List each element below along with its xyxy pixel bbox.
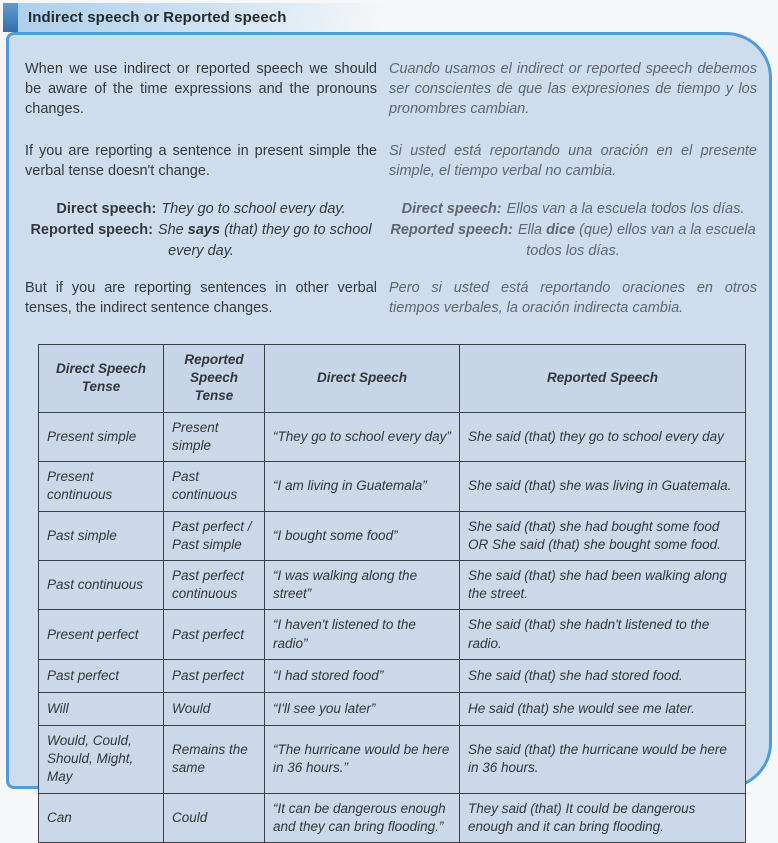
cell-reported-example: She said (that) she had bought some food OR She said (that) she bought some food.	[460, 511, 746, 560]
paragraph-2-spanish: Si usted está reportando una oración en el presente simple, el tiempo verbal no cambia.	[389, 143, 757, 179]
cell-reported-example: She said (that) she had stored food.	[460, 659, 746, 692]
emphasized-verb: dice	[546, 222, 576, 239]
cell-reported-tense: Present simple	[164, 412, 265, 461]
reported-speech-text: She says (that) they go to school every day.	[157, 222, 372, 260]
paragraph-2-english: If you are reporting a sentence in present simple the verbal tense doesn't change.	[25, 143, 377, 179]
cell-direct-example: “It can be dangerous enough and they can bring flooding.”	[265, 793, 460, 842]
tense-comparison-table	[38, 344, 746, 843]
paragraph-1-spanish: Cuando usamos el indirect or reported speech debemos ser conscientes de que las expresiones de tiempo y los pronombres cambian.	[389, 61, 757, 117]
direct-speech-label: Direct speech:	[401, 201, 502, 217]
cell-direct-example: “I bought some food”	[265, 511, 460, 560]
header-reported-speech-tense: Reported Speech Tense	[164, 345, 265, 413]
cell-reported-tense: Remains the same	[164, 725, 265, 793]
cell-reported-tense: Past perfect continuous	[164, 561, 265, 610]
reported-speech-text: Ella dice (que) ellos van a la escuela todos los días.	[517, 222, 756, 260]
cell-reported-example: She said (that) she had been walking along the street.	[460, 561, 746, 610]
paragraph-3-english: But if you are reporting sentences in other verbal tenses, the indirect sentence changes.	[25, 280, 377, 317]
cell-tense: Present simple	[39, 412, 164, 461]
example-spanish-reported	[389, 220, 757, 262]
reported-speech-label: Reported speech:	[390, 222, 513, 239]
cell-reported-tense: Past perfect / Past simple	[164, 511, 265, 560]
table-row	[39, 462, 746, 511]
paragraph-row-1	[25, 59, 757, 119]
cell-reported-tense: Could	[164, 793, 265, 842]
paragraph-row-2	[25, 141, 757, 181]
table-row	[39, 561, 746, 610]
example-english-reported	[25, 220, 377, 262]
cell-tense: Would, Could, Should, Might, May	[39, 725, 164, 793]
cell-direct-example: “The hurricane would be here in 36 hours.”	[265, 725, 460, 793]
table-row	[39, 610, 746, 659]
cell-reported-tense: Would	[164, 692, 265, 725]
cell-reported-example: She said (that) they go to school every day	[460, 412, 746, 461]
page-title: Indirect speech or Reported speech	[28, 9, 287, 26]
cell-tense: Will	[39, 692, 164, 725]
paragraph-row-3	[25, 278, 757, 318]
header-direct-speech: Direct Speech	[265, 345, 460, 413]
example-english-direct	[25, 199, 377, 220]
cell-reported-example: He said (that) she would see me later.	[460, 692, 746, 725]
lesson-card	[6, 32, 772, 834]
cell-reported-tense: Past perfect	[164, 659, 265, 692]
table-row	[39, 412, 746, 461]
table-header-row	[39, 345, 746, 413]
cell-direct-example: “I haven't listened to the radio”	[265, 610, 460, 659]
cell-tense: Present continuous	[39, 462, 164, 511]
table-row	[39, 793, 746, 842]
cell-reported-tense: Past perfect	[164, 610, 265, 659]
direct-speech-label: Direct speech:	[56, 201, 157, 217]
example-row	[25, 199, 757, 262]
cell-direct-example: “I had stored food”	[265, 659, 460, 692]
example-spanish	[389, 199, 757, 262]
table-row	[39, 511, 746, 560]
cell-direct-example: “I'll see you later”	[265, 692, 460, 725]
cell-reported-example: She said (that) she hadn't listened to the radio.	[460, 610, 746, 659]
cell-tense: Present perfect	[39, 610, 164, 659]
cell-tense: Past perfect	[39, 659, 164, 692]
paragraph-3-spanish: Pero si usted está reportando oraciones en otros tiempos verbales, la oración indirecta cambia.	[389, 280, 757, 317]
paragraph-1-english: When we use indirect or reported speech we should be aware of the time expressions and the pronouns changes.	[25, 61, 377, 117]
table-row	[39, 692, 746, 725]
cell-tense: Can	[39, 793, 164, 842]
example-spanish-direct	[389, 199, 757, 220]
header-reported-speech: Reported Speech	[460, 345, 746, 413]
cell-reported-example: She said (that) she was living in Guatemala.	[460, 462, 746, 511]
header-direct-speech-tense: Direct Speech Tense	[39, 345, 164, 413]
direct-speech-text: Ellos van a la escuela todos los días.	[506, 201, 745, 217]
cell-direct-example: “I was walking along the street”	[265, 561, 460, 610]
cell-reported-example: They said (that) It could be dangerous enough and it can bring flooding.	[460, 793, 746, 842]
title-ribbon-accent-block	[3, 3, 18, 32]
cell-tense: Past simple	[39, 511, 164, 560]
direct-speech-text: They go to school every day.	[161, 201, 346, 217]
example-english	[25, 199, 377, 262]
reported-speech-label: Reported speech:	[30, 222, 153, 239]
emphasized-verb: says	[187, 222, 221, 239]
cell-reported-example: She said (that) the hurricane would be here in 36 hours.	[460, 725, 746, 793]
table-row	[39, 659, 746, 692]
cell-reported-tense: Past continuous	[164, 462, 265, 511]
cell-tense: Past continuous	[39, 561, 164, 610]
table-row	[39, 725, 746, 793]
cell-direct-example: “They go to school every day”	[265, 412, 460, 461]
cell-direct-example: “I am living in Guatemala”	[265, 462, 460, 511]
